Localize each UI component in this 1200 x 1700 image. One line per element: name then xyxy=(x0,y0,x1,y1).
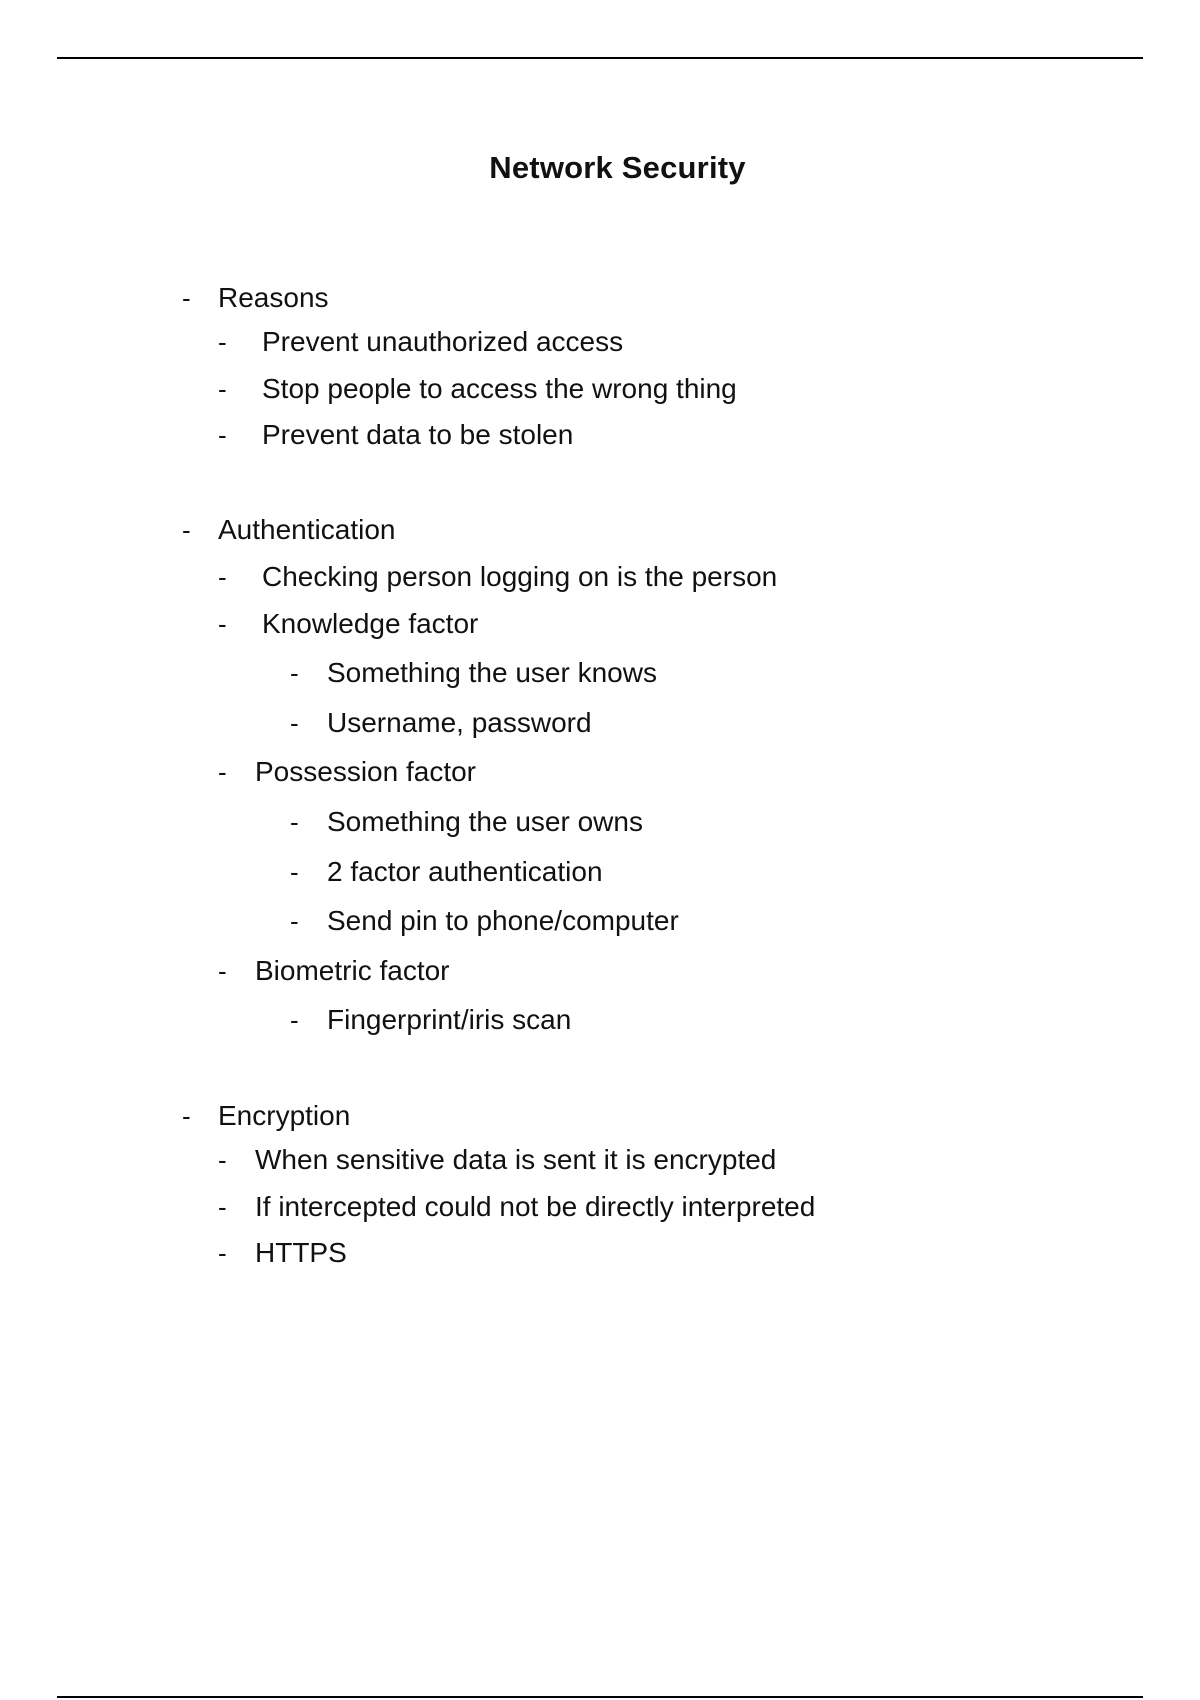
sub-list-item: Username, password xyxy=(327,707,592,738)
sub-list-item: 2 factor authentication xyxy=(327,856,603,887)
sub-list-item: Fingerprint/iris scan xyxy=(327,1004,572,1035)
bullet-dash: - xyxy=(218,374,227,404)
bullet-dash: - xyxy=(218,1192,227,1222)
sub-list-item: Something the user knows xyxy=(327,657,657,688)
list-item: Possession factor xyxy=(255,756,476,787)
list-item: Prevent data to be stolen xyxy=(262,419,574,450)
bullet-dash: - xyxy=(218,757,227,787)
list-item: Checking person logging on is the person xyxy=(262,561,778,592)
bullet-dash: - xyxy=(290,906,299,936)
section-authentication: Authentication xyxy=(218,514,396,545)
bullet-dash: - xyxy=(218,327,227,357)
bullet-dash: - xyxy=(218,562,227,592)
section-reasons: Reasons xyxy=(218,282,329,313)
bullet-dash: - xyxy=(218,1145,227,1175)
bullet-dash: - xyxy=(218,1238,227,1268)
list-item: Knowledge factor xyxy=(262,608,479,639)
sub-list-item: Send pin to phone/computer xyxy=(327,905,679,936)
page-title: Network Security xyxy=(489,150,746,185)
list-item: Prevent unauthorized access xyxy=(262,326,624,357)
bullet-dash: - xyxy=(290,658,299,688)
bullet-dash: - xyxy=(182,283,191,313)
list-item: When sensitive data is sent it is encrypted xyxy=(255,1144,777,1175)
list-item: If intercepted could not be directly interpreted xyxy=(255,1191,816,1222)
bullet-dash: - xyxy=(218,609,227,639)
top-rule xyxy=(57,57,1143,59)
bullet-dash: - xyxy=(290,708,299,738)
list-item: Biometric factor xyxy=(255,955,450,986)
bullet-dash: - xyxy=(290,857,299,887)
list-item: HTTPS xyxy=(255,1237,347,1268)
bullet-dash: - xyxy=(182,515,191,545)
sub-list-item: Something the user owns xyxy=(327,806,643,837)
section-encryption: Encryption xyxy=(218,1100,351,1131)
bullet-dash: - xyxy=(218,420,227,450)
bullet-dash: - xyxy=(290,1005,299,1035)
bullet-dash: - xyxy=(218,956,227,986)
list-item: Stop people to access the wrong thing xyxy=(262,373,737,404)
bullet-dash: - xyxy=(290,807,299,837)
bottom-rule xyxy=(57,1696,1143,1698)
bullet-dash: - xyxy=(182,1101,191,1131)
